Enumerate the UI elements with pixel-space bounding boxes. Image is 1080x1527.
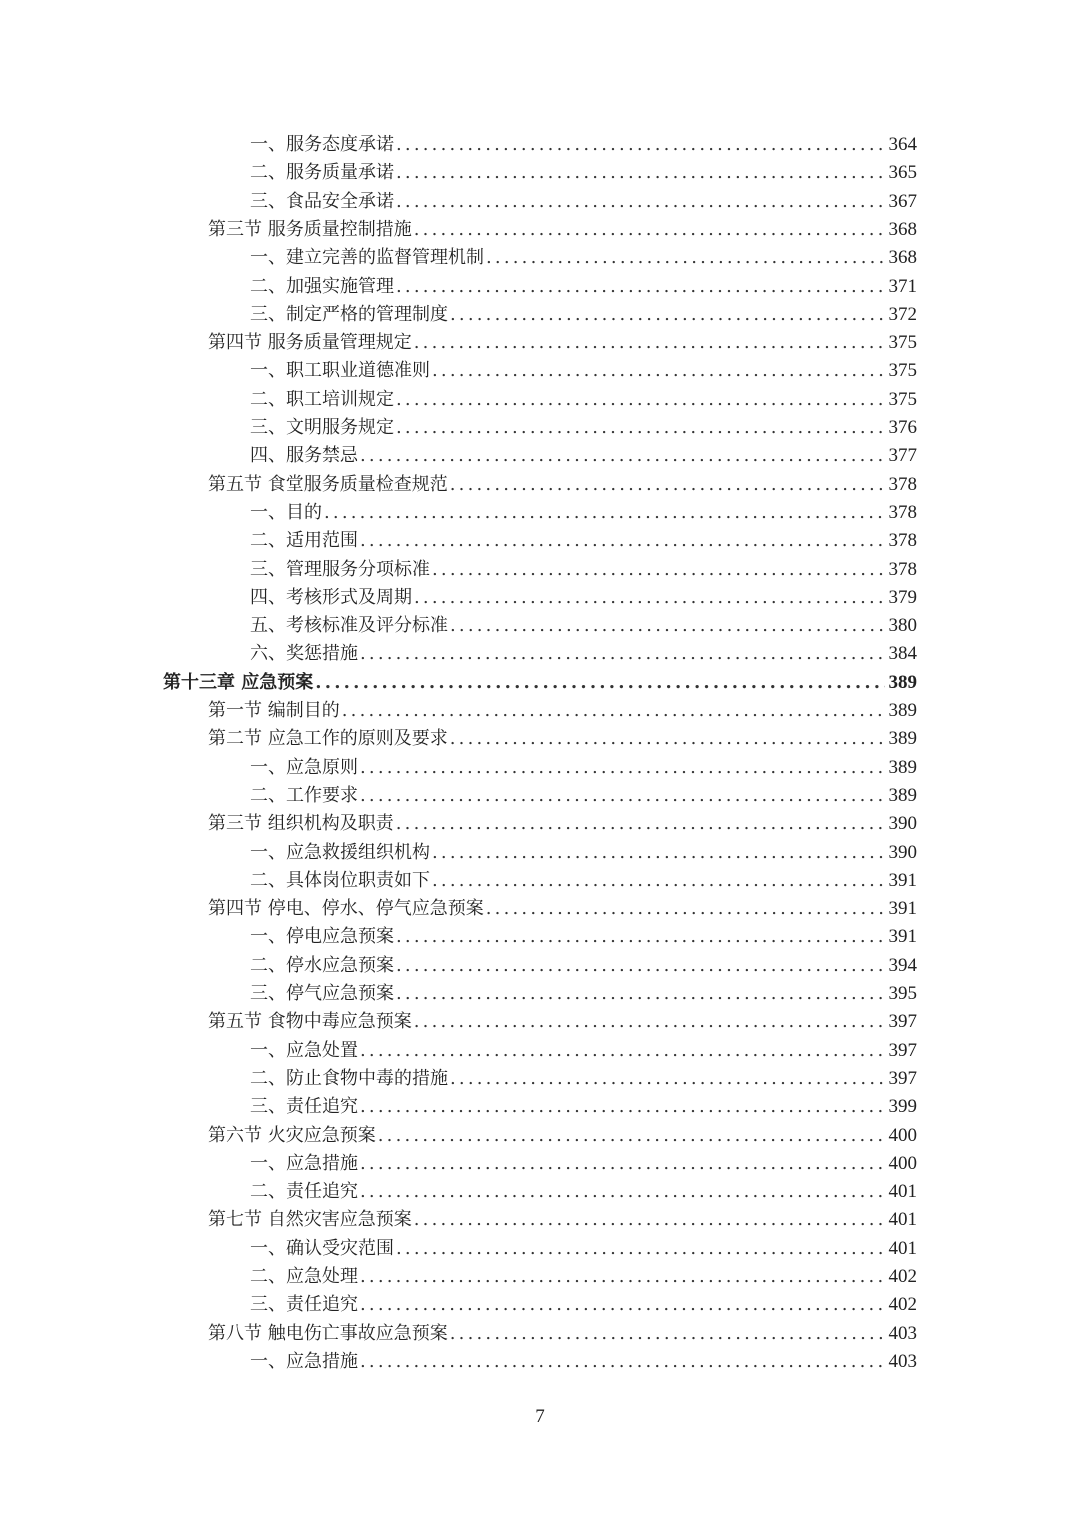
dot-leader <box>396 159 885 187</box>
dot-leader <box>396 131 885 159</box>
toc-entry-page: 378 <box>888 558 917 580</box>
toc-entry-page: 401 <box>888 1237 917 1259</box>
toc-entry-page: 375 <box>888 360 917 382</box>
toc-subsection-entry[interactable] <box>250 527 917 555</box>
dot-leader <box>396 952 885 980</box>
toc-entry-title: 四、服务禁忌 <box>250 445 358 467</box>
dot-leader <box>360 1037 885 1065</box>
toc-entry-title: 二、适用范围 <box>250 530 358 552</box>
toc-entry-page: 372 <box>888 303 917 325</box>
toc-entry-page: 364 <box>888 134 917 155</box>
dot-leader <box>432 839 885 867</box>
toc-subsection-entry[interactable] <box>250 584 917 612</box>
toc-entry-page: 375 <box>888 388 917 410</box>
toc-subsection-entry[interactable] <box>250 640 917 668</box>
toc-subsection-entry[interactable] <box>250 159 917 187</box>
toc-section-entry[interactable] <box>208 725 917 753</box>
toc-subsection-entry[interactable] <box>250 980 917 1008</box>
toc-entry-page: 365 <box>888 162 917 184</box>
toc-subsection-entry[interactable] <box>250 612 917 640</box>
toc-entry-page: 402 <box>888 1294 917 1316</box>
toc-entry-title: 三、文明服务规定 <box>250 417 394 438</box>
toc-entry-title: 一、应急救援组织机构 <box>250 841 430 863</box>
toc-entry-title: 二、具体岗位职责如下 <box>250 869 430 891</box>
toc-entry-title: 第七节 自然灾害应急预案 <box>208 1209 412 1231</box>
toc-subsection-entry[interactable] <box>250 386 917 414</box>
dot-leader <box>450 725 885 753</box>
toc-entry-title: 第四节 服务质量管理规定 <box>208 332 412 354</box>
toc-entry-page: 400 <box>888 1124 917 1146</box>
dot-leader <box>360 442 885 470</box>
toc-subsection-entry[interactable] <box>250 273 917 301</box>
toc-section-entry[interactable] <box>208 697 917 725</box>
toc-subsection-entry[interactable] <box>250 1150 917 1178</box>
toc-entry-title: 第三节 组织机构及职责 <box>208 813 394 835</box>
dot-leader <box>378 1122 885 1150</box>
toc-entry-title: 三、责任追究 <box>250 1294 358 1316</box>
toc-entry-page: 368 <box>888 218 917 240</box>
toc-section-entry[interactable] <box>208 895 917 923</box>
toc-entry-title: 三、责任追究 <box>250 1096 358 1118</box>
toc-entry-page: 401 <box>888 1209 917 1231</box>
toc-entry-title: 六、奖惩措施 <box>250 643 358 665</box>
toc-entry-page: 397 <box>888 1067 917 1089</box>
dot-leader <box>414 216 885 244</box>
toc-entry-title: 二、责任追究 <box>250 1181 358 1203</box>
toc-subsection-entry[interactable] <box>250 188 917 216</box>
toc-subsection-entry[interactable] <box>250 782 917 810</box>
toc-subsection-entry[interactable] <box>250 301 917 329</box>
dot-leader <box>360 527 885 555</box>
dot-leader <box>396 188 885 216</box>
toc-entry-title: 第五节 食堂服务质量检查规范 <box>208 473 448 495</box>
toc-entry-title: 一、应急原则 <box>250 756 358 778</box>
toc-entry-page: 378 <box>888 501 917 523</box>
toc-entry-title: 第四节 停电、停水、停气应急预案 <box>208 898 484 920</box>
toc-entry-page: 389 <box>888 784 917 806</box>
toc-entry-title: 一、目的 <box>250 501 322 523</box>
dot-leader <box>396 810 885 838</box>
toc-entry-page: 390 <box>888 813 917 835</box>
dot-leader <box>432 867 885 895</box>
toc-entry-page: 389 <box>888 728 917 750</box>
toc-subsection-entry[interactable] <box>250 1093 917 1121</box>
toc-entry-page: 368 <box>888 247 917 269</box>
toc-entry-page: 391 <box>888 869 917 891</box>
dot-leader <box>324 499 885 527</box>
toc-entry-page: 397 <box>888 1011 917 1033</box>
dot-leader <box>414 329 885 357</box>
toc-entry-page: 375 <box>888 332 917 354</box>
dot-leader <box>414 584 885 612</box>
toc-subsection-entry[interactable] <box>250 952 917 980</box>
dot-leader <box>450 1320 885 1348</box>
toc-entry-title: 二、服务质量承诺 <box>250 162 394 184</box>
toc-entry-title: 一、应急措施 <box>250 1350 358 1372</box>
toc-entry-page: 399 <box>888 1096 917 1118</box>
toc-entry-title: 二、应急处理 <box>250 1266 358 1287</box>
toc-entry-page: 397 <box>888 1039 917 1061</box>
toc-entry-page: 380 <box>888 615 917 637</box>
toc-subsection-entry[interactable] <box>250 499 917 527</box>
dot-leader <box>360 1291 885 1319</box>
toc-chapter-entry[interactable] <box>163 669 917 697</box>
toc-subsection-entry[interactable] <box>250 754 917 782</box>
toc-subsection-entry[interactable] <box>250 1263 917 1291</box>
toc-entry-title: 二、防止食物中毒的措施 <box>250 1067 448 1089</box>
dot-leader <box>450 612 885 640</box>
dot-leader <box>414 1206 885 1234</box>
toc-entry-page: 390 <box>888 841 917 863</box>
toc-entry-title: 一、服务态度承诺 <box>250 134 394 155</box>
toc-entry-title: 第六节 火灾应急预案 <box>208 1124 376 1146</box>
dot-leader <box>360 754 885 782</box>
dot-leader <box>450 1065 885 1093</box>
toc-entry-page: 371 <box>888 275 917 297</box>
dot-leader <box>396 980 885 1008</box>
toc-subsection-entry[interactable] <box>250 1178 917 1206</box>
dot-leader <box>450 471 885 499</box>
toc-subsection-entry[interactable] <box>250 442 917 470</box>
toc-subsection-entry[interactable] <box>250 1235 917 1263</box>
toc-entry-title: 二、加强实施管理 <box>250 275 394 297</box>
toc-entry-title: 五、考核标准及评分标准 <box>250 615 448 637</box>
toc-entry-page: 384 <box>888 643 917 665</box>
dot-leader <box>360 782 885 810</box>
dot-leader <box>486 895 885 923</box>
toc-subsection-entry[interactable] <box>250 244 917 272</box>
toc-entry-title: 一、应急处置 <box>250 1039 358 1061</box>
toc-entry-page: 401 <box>888 1181 917 1203</box>
dot-leader <box>396 923 885 951</box>
dot-leader <box>396 414 885 442</box>
toc-subsection-entry[interactable] <box>250 867 917 895</box>
toc-subsection-entry[interactable] <box>250 923 917 951</box>
toc-subsection-entry[interactable] <box>250 131 917 159</box>
page-number: 7 <box>535 1406 545 1427</box>
toc-entry-page: 403 <box>888 1350 917 1372</box>
toc-section-entry[interactable] <box>208 1206 917 1234</box>
toc-subsection-entry[interactable] <box>250 414 917 442</box>
dot-leader <box>360 1348 885 1376</box>
dot-leader <box>396 273 885 301</box>
toc-entry-title: 二、工作要求 <box>250 784 358 806</box>
toc-entry-page: 403 <box>888 1322 917 1344</box>
toc-entry-page: 391 <box>888 898 917 920</box>
dot-leader <box>414 1008 885 1036</box>
dot-leader <box>360 1178 885 1206</box>
toc-entry-title: 第一节 编制目的 <box>208 700 340 721</box>
toc-entry-page: 378 <box>888 473 917 495</box>
toc-section-entry[interactable] <box>208 810 917 838</box>
toc-subsection-entry[interactable] <box>250 556 917 584</box>
toc-entry-page: 367 <box>888 190 917 212</box>
dot-leader <box>450 301 885 329</box>
toc-subsection-entry[interactable] <box>250 839 917 867</box>
toc-subsection-entry[interactable] <box>250 1065 917 1093</box>
toc-section-entry[interactable] <box>208 1320 917 1348</box>
toc-entry-title: 三、食品安全承诺 <box>250 190 394 212</box>
toc-section-entry[interactable] <box>208 329 917 357</box>
dot-leader <box>432 357 885 385</box>
dot-leader <box>360 1263 885 1291</box>
dot-leader <box>396 1235 885 1263</box>
toc-entry-title: 四、考核形式及周期 <box>250 586 412 608</box>
dot-leader <box>342 697 885 725</box>
toc-entry-page: 389 <box>888 756 917 778</box>
toc-entry-page: 394 <box>888 954 917 976</box>
dot-leader <box>360 1150 885 1178</box>
toc-entry-page: 400 <box>888 1152 917 1174</box>
toc-section-entry[interactable] <box>208 216 917 244</box>
toc-section-entry[interactable] <box>208 1008 917 1036</box>
toc-entry-title: 第二节 应急工作的原则及要求 <box>208 728 448 750</box>
dot-leader <box>396 386 885 414</box>
dot-leader <box>360 640 885 668</box>
dot-leader <box>432 556 885 584</box>
toc-section-entry[interactable] <box>208 471 917 499</box>
toc-entry-page: 376 <box>888 417 917 438</box>
toc-entry-title: 一、应急措施 <box>250 1152 358 1174</box>
toc-entry-title: 第八节 触电伤亡事故应急预案 <box>208 1322 448 1344</box>
dot-leader <box>486 244 885 272</box>
toc-entry-title: 第五节 食物中毒应急预案 <box>208 1011 412 1033</box>
toc-entry-page: 389 <box>888 700 917 721</box>
toc-subsection-entry[interactable] <box>250 1037 917 1065</box>
toc-entry-title: 一、职工职业道德准则 <box>250 360 430 382</box>
toc-entry-page: 391 <box>888 926 917 948</box>
toc-entry-page: 402 <box>888 1266 917 1287</box>
toc-entry-title: 一、建立完善的监督管理机制 <box>250 247 484 269</box>
toc-entry-page: 389 <box>888 671 917 693</box>
toc-entry-title: 三、管理服务分项标准 <box>250 558 430 580</box>
toc-entry-title: 第十三章 应急预案 <box>163 671 314 693</box>
toc-entry-title: 一、确认受灾范围 <box>250 1237 394 1259</box>
toc-subsection-entry[interactable] <box>250 357 917 385</box>
dot-leader <box>360 1093 885 1121</box>
toc-entry-page: 379 <box>888 586 917 608</box>
toc-entry-title: 第三节 服务质量控制措施 <box>208 218 412 240</box>
toc-entry-title: 三、停气应急预案 <box>250 983 394 1004</box>
toc-subsection-entry[interactable] <box>250 1291 917 1319</box>
toc-entry-title: 一、停电应急预案 <box>250 926 394 948</box>
toc-section-entry[interactable] <box>208 1122 917 1150</box>
toc-entry-title: 三、制定严格的管理制度 <box>250 303 448 325</box>
toc-entry-title: 二、停水应急预案 <box>250 954 394 976</box>
toc-subsection-entry[interactable] <box>250 1348 917 1376</box>
toc-entry-page: 378 <box>888 530 917 552</box>
toc-entry-title: 二、职工培训规定 <box>250 388 394 410</box>
dot-leader <box>315 669 884 697</box>
toc-entry-page: 395 <box>888 983 917 1004</box>
toc-entry-page: 377 <box>888 445 917 467</box>
